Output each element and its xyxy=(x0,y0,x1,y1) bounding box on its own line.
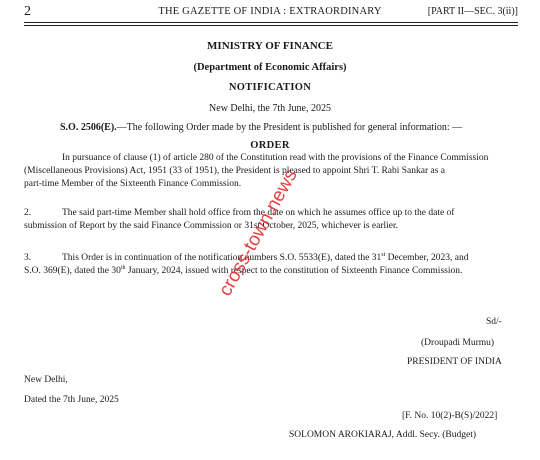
footer-date: Dated the 7th June, 2025 xyxy=(24,395,119,405)
page-number: 2 xyxy=(24,4,31,19)
header-rule xyxy=(24,22,518,26)
paragraph-3-line-1a: This Order is in continuation of the notification numbers S.O. 5533(E), dated the 31 xyxy=(62,253,382,263)
paragraph-1-line-3: part-time Member of the Sixteenth Finance Commission. xyxy=(24,179,242,189)
order-heading: ORDER xyxy=(250,140,290,151)
watermark: cross-town.news xyxy=(214,165,302,300)
part-reference: [PART II—SEC. 3(ii)] xyxy=(427,6,518,17)
paragraph-2-number: 2. xyxy=(24,208,32,218)
so-text: —The following Order made by the President is published for general information: — xyxy=(116,122,463,133)
paragraph-1-line-2: (Miscellaneous Provisions) Act, 1951 (33 of 1951), the President is pleased to appoint Shri T. Rabi Sankar as a xyxy=(24,166,446,176)
superscript-st: st xyxy=(381,251,386,258)
place-date: New Delhi, the 7th June, 2025 xyxy=(209,103,331,114)
department-heading: (Department of Economic Affairs) xyxy=(193,62,347,73)
file-number: [F. No. 10(2)-B(S)/2022] xyxy=(402,411,498,421)
footer-place: New Delhi, xyxy=(24,375,68,385)
signature-sd: Sd/- xyxy=(486,317,502,327)
signatory-designation: PRESIDENT OF INDIA xyxy=(407,357,502,367)
paragraph-3-line-1b: December, 2023, and xyxy=(385,253,469,263)
paragraph-3-line-2b: January, 2024, issued with respect to the constitution of Sixteenth Finance Commission. xyxy=(125,266,463,276)
paragraph-2-line-1: The said part-time Member shall hold office from the date on which he assumes office up to the date of xyxy=(62,208,455,218)
notification-heading: NOTIFICATION xyxy=(228,82,312,93)
paragraph-1-line-1: In pursuance of clause (1) of article 280 of the Constitution read with the provisions of the Finance Commission xyxy=(62,153,489,163)
paragraph-3 xyxy=(24,252,518,278)
paragraph-3-number: 3. xyxy=(24,253,32,263)
so-number: S.O. 2506(E). xyxy=(60,122,117,133)
signatory-name: (Droupadi Murmu) xyxy=(421,338,495,348)
secretary-signature: SOLOMON AROKIARAJ, Addl. Secy. (Budget) xyxy=(289,430,477,440)
so-line xyxy=(60,122,462,133)
gazette-title: THE GAZETTE OF INDIA : EXTRAORDINARY xyxy=(158,6,382,17)
paragraph-2-line-2: submission of Report by the said Finance Commission or 31st October, 2025, whichever is earlier. xyxy=(24,221,399,231)
paragraph-3-line-2a: S.O. 369(E), dated the 30 xyxy=(24,266,121,276)
paragraph-1 xyxy=(24,152,518,191)
ministry-heading: MINISTRY OF FINANCE xyxy=(207,40,333,52)
superscript-th: th xyxy=(120,264,126,271)
